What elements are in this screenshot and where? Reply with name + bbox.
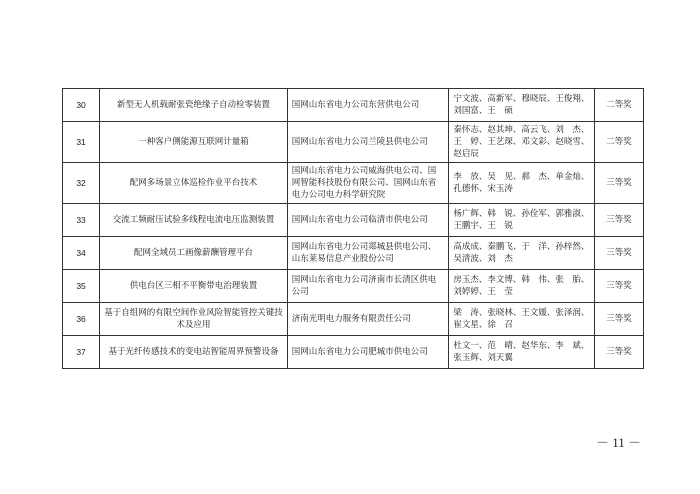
team-members: 李 放、吴 见、郝 杰、单金灿、孔德怀、宋玉涛 [449,163,595,204]
table-row [63,270,644,303]
award-level: 三等奖 [594,163,643,204]
organization: 国网山东省电力公司郯城县供电公司、山东莱易信息产业股份公司 [287,237,449,270]
team-members: 秦怀志、赵其坤、高云飞、刘 杰、王 婷、王艺琛、邓文彩、赵晓雪、赵启辰 [449,122,595,163]
award-level: 二等奖 [594,122,643,163]
project-title: 供电台区三相不平衡带电治理装置 [100,270,288,303]
award-level: 三等奖 [594,204,643,237]
award-level: 三等奖 [594,336,643,369]
project-title: 一种客户侧能源互联网计量箱 [100,122,288,163]
award-level: 三等奖 [594,237,643,270]
organization: 国网山东省电力公司兰陵县供电公司 [287,122,449,163]
page-number: － 11 － [596,435,642,450]
project-title: 配网多场景立体巡检作业平台技术 [100,163,288,204]
row-number: 32 [63,163,100,204]
organization: 国网山东省电力公司东营供电公司 [287,89,449,122]
team-members: 房玉杰、李文博、韩 伟、张 胎、刘婷婷、王 莹 [449,270,595,303]
row-number: 31 [63,122,100,163]
project-title: 基于光纤传感技术的变电站智能周界预警设备 [100,336,288,369]
organization: 国网山东省电力公司肥城市供电公司 [287,336,449,369]
team-members: 梁 涛、张晓林、王文媛、张泽润、崔文星、徐 召 [449,303,595,336]
table-row [63,163,644,204]
table-row [63,336,644,369]
project-title: 基于自组网的有限空间作业风险智能管控关键技术及应用 [100,303,288,336]
row-number: 35 [63,270,100,303]
table-row [63,303,644,336]
award-level: 二等奖 [594,89,643,122]
row-number: 36 [63,303,100,336]
team-members: 杨广辉、韩 锐、孙佺军、郭雅淑、王鹏宇、王 锐 [449,204,595,237]
row-number: 33 [63,204,100,237]
team-members: 杜文一、范 晴、赵华东、李 斌、张玉辉、刘天翼 [449,336,595,369]
table-row [63,89,644,122]
award-level: 三等奖 [594,270,643,303]
organization: 国网山东省电力公司济南市长清区供电公司 [287,270,449,303]
awards-table [62,88,644,369]
team-members: 高成成、秦鹏飞、于 洋、孙梓然、吴清波、刘 杰 [449,237,595,270]
table-row [63,122,644,163]
row-number: 37 [63,336,100,369]
project-title: 新型无人机载耐张瓷绝缘子自动检零装置 [100,89,288,122]
organization: 国网山东省电力公司临清市供电公司 [287,204,449,237]
row-number: 34 [63,237,100,270]
award-level: 三等奖 [594,303,643,336]
table-row [63,204,644,237]
row-number: 30 [63,89,100,122]
project-title: 配网全域员工画像薪酬管理平台 [100,237,288,270]
organization: 济南光明电力服务有限责任公司 [287,303,449,336]
table-row [63,237,644,270]
organization: 国网山东省电力公司威海供电公司、国网智能科技股份有限公司、国网山东省电力公司电力科学研究院 [287,163,449,204]
project-title: 交流工频耐压试验多线程电流电压监测装置 [100,204,288,237]
team-members: 宁文波、高新军、穆晓辰、王俊翔、刘国富、王 硕 [449,89,595,122]
